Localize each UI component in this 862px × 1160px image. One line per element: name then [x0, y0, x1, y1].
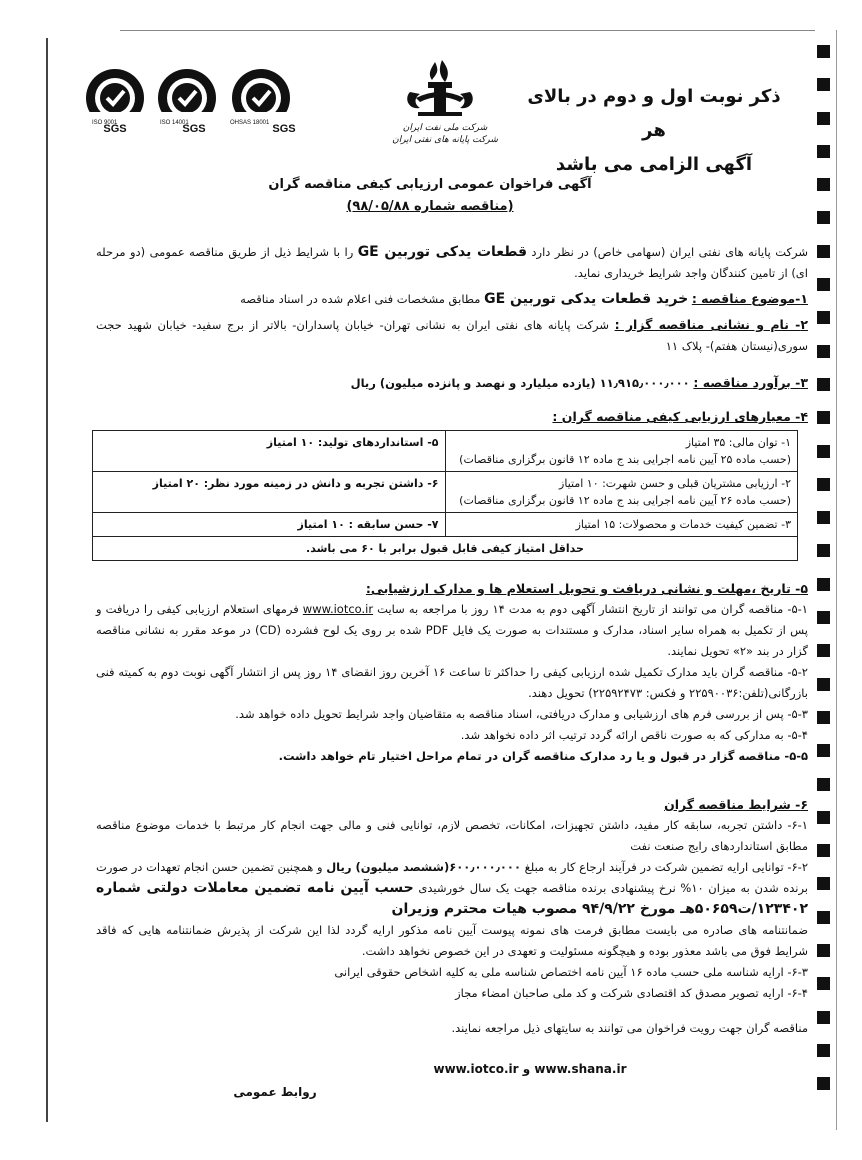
criteria-cell: [93, 513, 446, 537]
condition-6-2-b: و همچنین تضمین حسن انجام تعهدات در صورت برنده شدن به میزان ۱۰% نرخ پیشنهادی برنده مناقصه جهت یک سال خورشیدی: [96, 860, 808, 895]
page-title: آگهی فراخوان عمومی ارزیابی کیفی مناقصه گران: [268, 177, 592, 192]
tender-number: [200, 199, 660, 214]
criteria-sub: (حسب ماده ۲۶ آیین نامه اجرایی بند ج ماده ۱۲ قانون برگزاری مناقصات): [459, 494, 791, 507]
condition-6-2-c: ضمانتنامه های صادره می بایست مطابق فرمت های نمونه پیوست آیین نامه مذکور ارایه گردد لذا این شرکت از پذیرش ضمانتنامه هایی که فاقد شرایط فوق می باشد معذور بوده و هیچگونه مسئولیت و تعهدی در این خصوص نخواهد داشت.: [96, 923, 808, 958]
criteria-title: ۶- داشتن تجربه و دانش در زمینه مورد نظر: ۲۰ امتیاز: [152, 477, 439, 490]
table-row: [93, 472, 798, 513]
sgs-iso14001-badge: [154, 68, 220, 136]
section-estimate-label: ۳- برآورد مناقصه :: [693, 375, 808, 390]
note-line-2: آگهی الزامی می باشد: [555, 154, 753, 175]
closing-note: مناقصه گران جهت رویت فراخوان می توانند به سایتهای ذیل مراجعه نمایند.: [451, 1021, 808, 1035]
submission-5-1-a: ۵-۱- مناقصه گران می توانند از تاریخ انتشار آگهی دوم به مدت ۱۴ روز با مراجعه به سایت: [377, 602, 808, 616]
criteria-sub: (حسب ماده ۲۵ آیین نامه اجرایی بند ج ماده ۱۲ قانون برگزاری مناقصات): [459, 453, 791, 466]
intro-subject: قطعات یدکی توربین GE: [357, 244, 527, 260]
section-subject: [96, 288, 808, 310]
section-criteria: [96, 406, 808, 428]
signature: روابط عمومی: [233, 1085, 317, 1099]
submission-5-4: ۵-۴- به مدارکی که به صورت ناقص ارائه گردد ترتیب اثر داده نخواهد شد.: [460, 728, 808, 742]
submission-5-1-b: فرمهای استعلام ارزیابی کیفی را دریافت و پس از تکمیل به همراه سایر اسناد، مدارک و مستندات به صورت یک فایل PDF شده بر روی یک لوح فشرده (CD) در موعد مقرر به نشانی مناقصه گزار در بند «۲» تحویل نمایند.: [96, 602, 808, 658]
criteria-footer: حداقل امتیاز کیفی قابل قبول برابر با ۶۰ می باشد.: [93, 537, 798, 561]
condition-6-4: ۶-۴- ارایه تصویر مصدق کد اقتصادی شرکت و کد ملی صاحبان امضاء مجاز: [455, 986, 808, 1000]
table-row: [93, 513, 798, 537]
cert-std-3: OHSAS 18001: [230, 120, 270, 126]
submission-5-3: ۵-۳- پس از بررسی فرم های ارزشیابی و مدارک دریافتی، اسناد مناقصه به متقاضیان واجد شرایط تحویل داده خواهد شد.: [235, 707, 808, 721]
company-logo: [390, 58, 500, 163]
tender-number-text: (مناقصه شماره ۹۸/۰۵/۸۸): [346, 199, 514, 214]
criteria-cell: [445, 472, 798, 513]
intro-part-1: شرکت پایانه های نفتی ایران (سهامی خاص) در نظر دارد: [531, 245, 809, 259]
section-subject-label: ۱-موضوع مناقصه :: [691, 291, 808, 306]
scan-border-left: [46, 38, 48, 1122]
binder-marks: [817, 45, 831, 1111]
criteria-title: ۱- توان مالی: ۳۵ امتیاز: [685, 436, 791, 449]
cert-label-1: SGS: [103, 123, 127, 135]
section-subject-rest: مطابق مشخصات فنی اعلام شده در اسناد مناقصه: [240, 292, 481, 306]
publication-note: [514, 80, 794, 182]
note-line-1: ذکر نوبت اول و دوم در بالای هر: [527, 86, 781, 141]
cert-label-3: SGS: [272, 123, 296, 135]
criteria-title: ۳- تضمین کیفیت خدمات و محصولات: ۱۵ امتیاز: [575, 518, 791, 531]
criteria-cell: [93, 431, 446, 472]
sgs-iso9001-badge: [82, 68, 148, 136]
intro-part-2: را با شرایط ذیل از طریق مناقصه عمومی (دو مرحله ای) از تامین کنندگان واجد شرایط خریداری نماید.: [96, 245, 808, 280]
section-submission: [96, 578, 808, 767]
section-conditions: [96, 794, 808, 1004]
condition-6-2-decree: حسب آیین نامه تضمین معاملات دولتی شماره ۱۲۳۴۰۲/ت۵۰۶۵۹هـ مورخ ۹۴/۹/۲۲ مصوب هیات محترم وزیران: [96, 880, 808, 917]
certification-seal-icon: [82, 68, 148, 136]
section-estimate-value: ۱۱٫۹۱۵٫۰۰۰٫۰۰۰ (یازده میلیارد و نهصد و پانزده میلیون) ریال: [350, 376, 690, 390]
section-subject-value: خرید قطعات یدکی توربین GE: [484, 291, 689, 307]
section-tenderer: [96, 314, 808, 357]
iotco-link[interactable]: www.iotco.ir: [302, 602, 374, 616]
criteria-table: [92, 430, 798, 561]
intro-paragraph: [96, 242, 808, 284]
submission-5-2: ۵-۲- مناقصه گران باید مدارک تکمیل شده ارزیابی کیفی را حداکثر تا ساعت ۱۶ آخرین روز انقضای ۱۴ روز پس از انتشار آگهی نوبت دوم به کمیته فنی بازرگانی(تلفن:۲۲۵۹۰۰۳۶ و فکس: ۲۲۵۹۲۴۷۳) تحویل دهند.: [96, 665, 808, 700]
section-estimate: [96, 372, 808, 394]
scan-border-top: [120, 30, 815, 31]
criteria-title: ۵- استانداردهای تولید: ۱۰ امتیاز: [266, 436, 439, 449]
table-row: [93, 537, 798, 561]
certification-seal-icon: [154, 68, 220, 136]
section-criteria-label: ۴- معیارهای ارزیابی کیفی مناقصه گران :: [552, 409, 808, 424]
section-tenderer-label: ۲- نام و نشانی مناقصه گزار :: [614, 317, 808, 332]
sgs-ohsas18001-badge: [226, 68, 296, 136]
condition-6-1: ۶-۱- داشتن تجربه، سابقه کار مفید، داشتن تجهیزات، امکانات، تخصص لازم، توانایی فنی و مالی جهت انجام کار مرتبط با خدمات موضوع مناقصه مطابق استانداردهای رایج صنعت نفت: [96, 818, 808, 853]
certification-seal-icon: [226, 68, 296, 136]
flame-tower-icon: [390, 58, 500, 118]
table-row: [93, 431, 798, 472]
submission-5-5: ۵-۵- مناقصه گزار در قبول و یا رد مدارک مناقصه گران در تمام مراحل اختیار تام خواهد داشت.: [278, 749, 808, 763]
cert-label-2: SGS: [182, 123, 206, 135]
condition-6-2-amount: ۶۰۰٫۰۰۰٫۰۰۰(ششصد میلیون) ریال: [326, 860, 521, 874]
cert-std-2: ISO 14001: [160, 120, 189, 126]
criteria-cell: [445, 431, 798, 472]
criteria-cell: [93, 472, 446, 513]
section-submission-label: ۵- تاریخ ،مهلت و نشانی دریافت و تحویل استعلام ها و مدارک ارزشیابی:: [365, 581, 808, 596]
criteria-title: ۷- حسن سابقه : ۱۰ امتیاز: [297, 518, 439, 531]
condition-6-2-a: ۶-۲- توانایی ارایه تضمین شرکت در فرآیند ارجاع کار به مبلغ: [524, 860, 809, 874]
condition-6-2: [96, 857, 808, 920]
scan-border-right: [836, 30, 837, 1130]
websites[interactable]: www.shana.ir و www.iotco.ir: [433, 1062, 627, 1076]
submission-5-1: [96, 599, 808, 662]
company-name-1: شرکت ملی نفت ایران: [402, 123, 488, 133]
section-conditions-label: ۶- شرایط مناقصه گران: [664, 797, 808, 812]
criteria-title: ۲- ارزیابی مشتریان قبلی و حسن شهرت: ۱۰ امتیاز: [559, 477, 791, 490]
company-name-2: شرکت پایانه های نفتی ایران: [392, 135, 498, 145]
criteria-cell: [445, 513, 798, 537]
section-tenderer-text: شرکت پایانه های نفتی ایران به نشانی تهران- خیابان پاسداران- بالاتر از برج سفید- خیابان شهید حجت سوری(نیستان هفتم)- پلاک ۱۱: [96, 318, 808, 353]
condition-6-3: ۶-۳- ارایه شناسه ملی حسب ماده ۱۶ آیین نامه اختصاص شناسه ملی به کلیه اشخاص حقوقی ایرانی: [334, 965, 808, 979]
cert-std-1: ISO 9001: [92, 120, 118, 126]
